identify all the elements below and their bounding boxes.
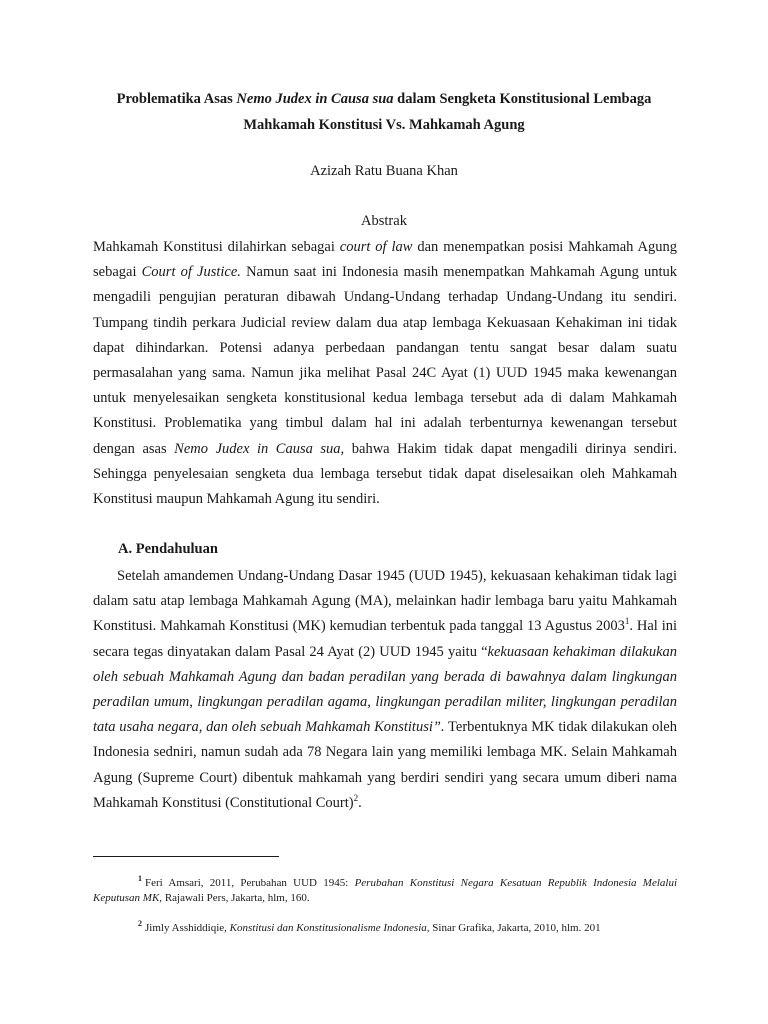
section-body <box>93 564 677 816</box>
footnote-italic: Konstitusi dan Konstitusionalisme Indonesia, <box>229 922 430 934</box>
section-quote: kekuasaan kehakiman dilakukan oleh sebuah Mahkamah Agung dan badan peradilan yang berada di bawahnya dalam lingkungan peradilan umum, lingkungan peradilan agama, lingkungan peradilan militer, lingkungan peradilan tata usaha negara, dan oleh sebuah Mahkamah Konstitusi”. <box>93 643 678 736</box>
footnote-divider <box>93 856 279 857</box>
footnote-text: Feri Amsari, 2011, Perubahan UUD 1945: <box>145 877 355 889</box>
abstract-italic: Court of Justice. <box>141 264 241 281</box>
footnote-text: Rajawali Pers, Jakarta, hlm, 160. <box>162 892 310 904</box>
abstract-italic: court of law <box>339 239 413 255</box>
footnote-ref[interactable]: 2 <box>353 793 359 803</box>
section-text: . Hal ini secara tegas dinyatakan dalam Pasal 24 Ayat (2) UUD 1945 yaitu “ <box>93 618 678 660</box>
abstract-text: Namun saat ini Indonesia masih menempatkan Mahkamah Agung untuk mengadili pengujian peraturan dibawah Undang-Undang terhadap Undang-Undang itu sendiri. Tumpang tindih perkara Judicial review dalam dua atap lembaga Kekuasaan Kehakiman ini tidak dapat dihindarkan. Potensi adanya perbedaan pandangan tentu sangat besar dalam suatu permasalahan yang sama. Namun jika melihat Pasal 24C Ayat (1) UUD 1945 maka kewenangan untuk menyelesaikan sengketa konstitusional kedua lembaga tersebut ada di dalam Mahkamah Konstitusi. Problematika yang timbul dalam hal ini adalah terbenturnya kewenangan tersebut dengan asas <box>93 264 677 457</box>
abstract-italic: Nemo Judex in Causa sua, <box>174 440 345 457</box>
title-text-end: dalam Sengketa Konstitusional Lembaga <box>393 91 652 107</box>
section-text: . <box>358 794 362 811</box>
abstract-text: dan menempatkan posisi Mahkamah Agung sebagai <box>93 239 677 281</box>
page-title <box>80 86 688 138</box>
footnote-ref[interactable]: 1 <box>624 616 630 627</box>
title-line-2: Mahkamah Konstitusi Vs. Mahkamah Agung <box>243 117 525 133</box>
footnote-number: 2 <box>138 919 142 929</box>
footnote-number: 1 <box>138 874 142 884</box>
footnote-1 <box>93 876 677 906</box>
footnote-italic: Perubahan Konstitusi Negara Kesatuan Republik Indonesia Melalui Keputusan MK, <box>93 877 677 904</box>
title-italic: Nemo Judex in Causa sua <box>236 91 394 107</box>
section-text: Setelah amandemen Undang-Undang Dasar 1945 (UUD 1945), kekuasaan kehakiman tidak lagi dalam satu atap lembaga Mahkamah Agung (MA), melainkan hadir lembaga baru yaitu Mahkamah Konstitusi. Mahkamah Konstitusi (MK) kemudian terbentuk pada tanggal 13 Agustus 2003 <box>93 568 677 635</box>
section-text: Terbentuknya MK tidak dilakukan oleh Indonesia sedniri, namun sudah ada 78 Negara lain yang memiliki lembaga MK. Selain Mahkamah Agung (Supreme Court) dibentuk mahkamah yang berdiri sendiri yang secara umum diberi nama Mahkamah Konstitusi (Constitutional Court) <box>93 719 677 811</box>
footnote-2 <box>93 921 677 936</box>
abstract-text: Mahkamah Konstitusi dilahirkan sebagai <box>93 239 340 255</box>
footnote-text: Sinar Grafika, Jakarta, 2010, hlm. 201 <box>429 922 601 934</box>
title-text: Problematika Asas <box>116 91 237 107</box>
footnote-text: Jimly Asshiddiqie, <box>145 922 230 934</box>
abstract-text: bahwa Hakim tidak dapat mengadili dirinya sendiri. Sehingga penyelesaian sengketa dua lembaga tersebut tidak dapat diselesaikan oleh Mahkamah Konstitusi maupun Mahkamah Agung itu sendiri. <box>93 440 677 508</box>
section-heading: A. Pendahuluan <box>118 541 218 557</box>
author-name: Azizah Ratu Buana Khan <box>310 163 458 179</box>
abstract-body <box>93 235 677 512</box>
abstract-heading: Abstrak <box>361 213 407 229</box>
